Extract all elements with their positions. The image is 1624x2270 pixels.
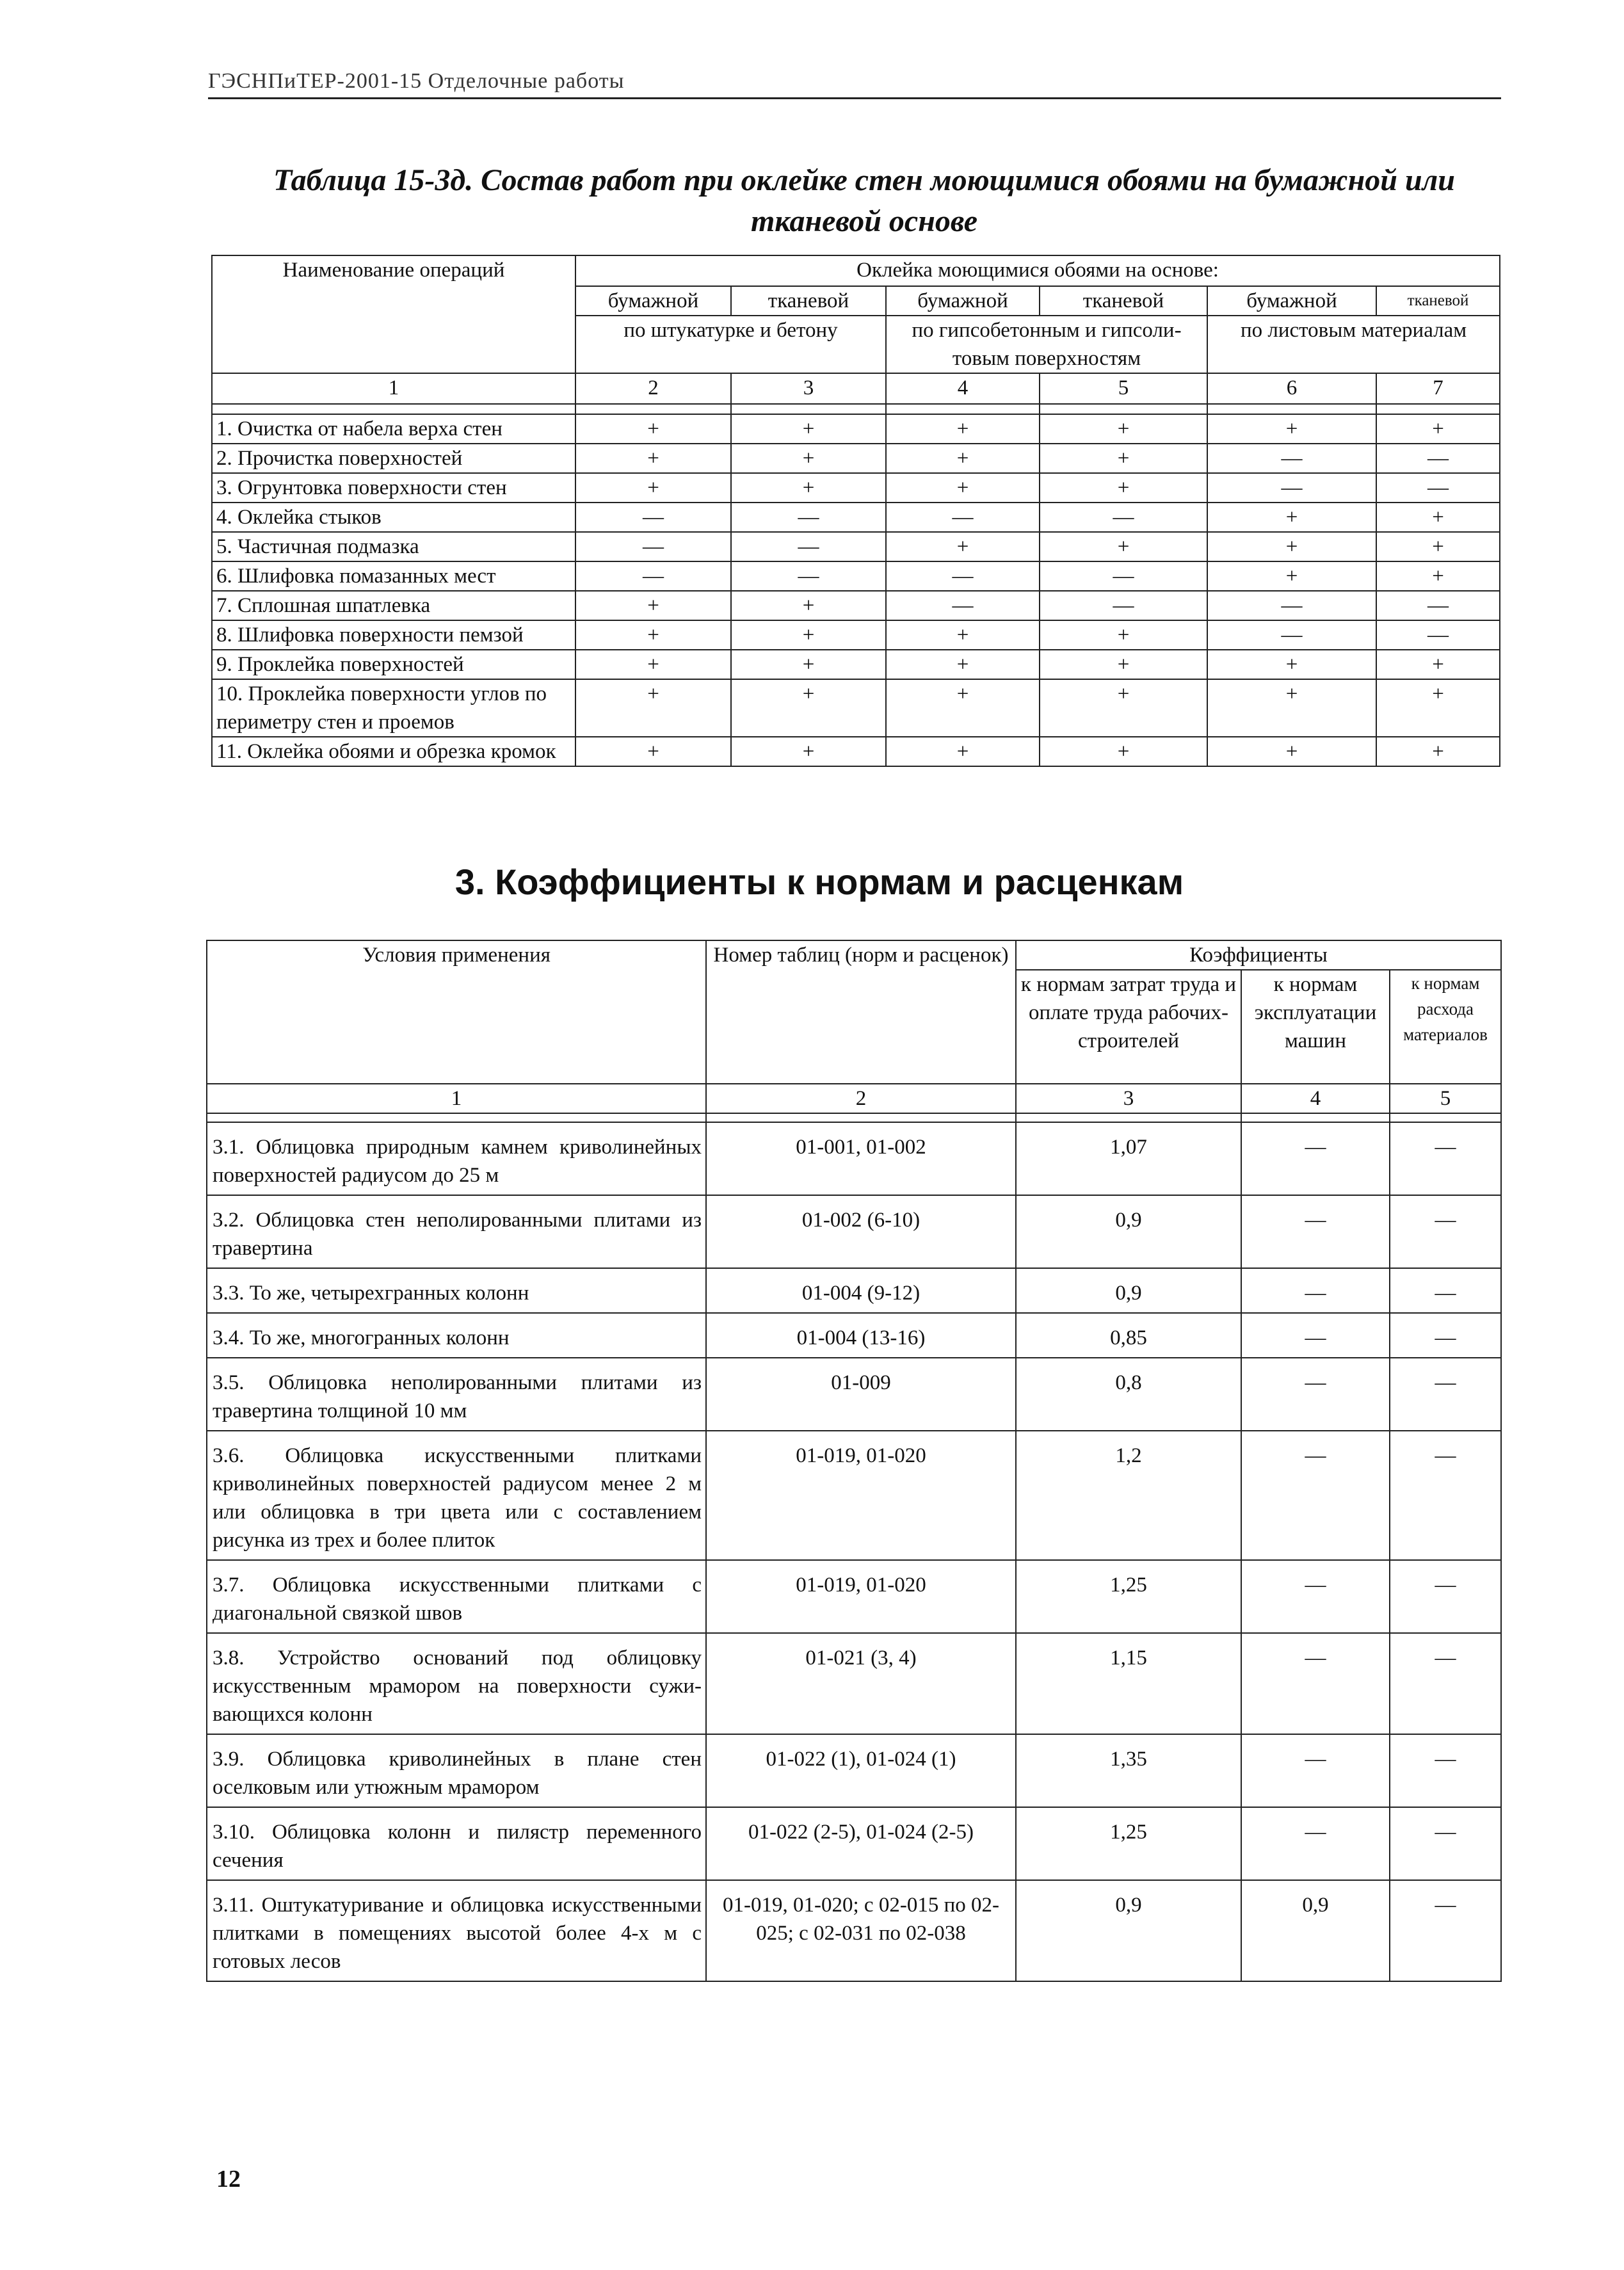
column-number: 5 <box>1390 1084 1501 1113</box>
table-row <box>212 591 1500 620</box>
mark: + <box>575 444 731 473</box>
mark: — <box>575 561 731 591</box>
column-number: 3 <box>1016 1084 1241 1113</box>
operation-name: 4. Оклейка стыков <box>212 503 575 532</box>
table-row <box>207 1880 1501 1981</box>
mark: + <box>1376 532 1500 561</box>
table-caption-line1: Таблица 15-3д. Состав работ при оклейке стен моющимися обоями на бумажной или <box>273 163 1455 197</box>
table-numbers: 01-004 (13-16) <box>706 1313 1016 1358</box>
head-surface: по листовым материалам <box>1207 316 1500 373</box>
table-row <box>212 444 1500 473</box>
condition-text: 3.9. Облицовка криволинейных в плане стен оселковым или утюжным мрамором <box>207 1734 706 1807</box>
labor-coefficient: 1,2 <box>1016 1431 1241 1560</box>
mark: + <box>1040 532 1207 561</box>
machines-coefficient: — <box>1241 1633 1390 1734</box>
materials-coefficient: — <box>1390 1268 1501 1313</box>
mark: — <box>1040 503 1207 532</box>
mark: — <box>1376 444 1500 473</box>
mark: + <box>886 473 1040 503</box>
mark: + <box>1207 650 1376 679</box>
mark: — <box>886 561 1040 591</box>
table-row <box>207 1431 1501 1560</box>
condition-text: 3.11. Оштукатуривание и облицовка искусственными плитками в помещениях высотой более 4-х м с готовых лесов <box>207 1880 706 1981</box>
condition-text: 3.10. Облицовка колонн и пилястр переменного сечения <box>207 1807 706 1880</box>
operation-name: 3. Огрунтовка поверхности стен <box>212 473 575 503</box>
table-numbers: 01-001, 01-002 <box>706 1122 1016 1195</box>
operation-name: 10. Проклейка поверхности углов по периметру стен и проемов <box>212 679 575 737</box>
mark: + <box>575 414 731 444</box>
mark: + <box>731 620 886 650</box>
materials-coefficient: — <box>1390 1195 1501 1268</box>
mark: — <box>886 503 1040 532</box>
materials-coefficient: — <box>1390 1358 1501 1431</box>
mark: — <box>1207 473 1376 503</box>
mark: + <box>1207 737 1376 766</box>
coefficients-table <box>206 940 1502 1982</box>
head-table-numbers: Номер таблиц (норм и расценок) <box>706 940 1016 1084</box>
mark: + <box>886 532 1040 561</box>
table-caption <box>211 160 1517 242</box>
mark: + <box>886 444 1040 473</box>
head-labor: к нормам затрат труда и оплате труда рабочих-строителей <box>1016 970 1241 1084</box>
table-row <box>212 414 1500 444</box>
table-numbers: 01-009 <box>706 1358 1016 1431</box>
materials-coefficient: — <box>1390 1880 1501 1981</box>
labor-coefficient: 0,8 <box>1016 1358 1241 1431</box>
table-numbers: 01-019, 01-020; с 02-015 по 02-025; с 02-031 по 02-038 <box>706 1880 1016 1981</box>
condition-text: 3.8. Устройство оснований под облицовку искусственным мрамором на поверхности сужи-вающихся колонн <box>207 1633 706 1734</box>
mark: + <box>1040 737 1207 766</box>
column-number: 2 <box>706 1084 1016 1113</box>
mark: + <box>1207 503 1376 532</box>
operation-name: 9. Проклейка поверхностей <box>212 650 575 679</box>
head-machines: к нормам эксплуатации машин <box>1241 970 1390 1084</box>
mark: + <box>1207 679 1376 737</box>
page-header: ГЭСНПиТЕР-2001-15 Отделочные работы <box>208 69 1501 99</box>
mark: + <box>1040 473 1207 503</box>
operation-name: 6. Шлифовка помазанных мест <box>212 561 575 591</box>
table-row <box>207 1807 1501 1880</box>
operation-name: 7. Сплошная шпатлевка <box>212 591 575 620</box>
materials-coefficient: — <box>1390 1431 1501 1560</box>
machines-coefficient: — <box>1241 1195 1390 1268</box>
mark: — <box>1207 444 1376 473</box>
mark: + <box>575 473 731 503</box>
mark: + <box>1040 650 1207 679</box>
head-base-type: бумажной <box>886 286 1040 316</box>
table-row <box>212 473 1500 503</box>
section-title: 3. Коэффициенты к нормам и расценкам <box>454 862 1184 902</box>
materials-coefficient: — <box>1390 1560 1501 1633</box>
mark: + <box>731 650 886 679</box>
mark: — <box>575 532 731 561</box>
mark: — <box>731 503 886 532</box>
machines-coefficient: — <box>1241 1560 1390 1633</box>
table-numbers: 01-019, 01-020 <box>706 1560 1016 1633</box>
head-base-type: тканевой <box>1376 286 1500 316</box>
materials-coefficient: — <box>1390 1633 1501 1734</box>
materials-coefficient: — <box>1390 1734 1501 1807</box>
operation-name: 1. Очистка от набела верха стен <box>212 414 575 444</box>
mark: + <box>1040 620 1207 650</box>
mark: — <box>886 591 1040 620</box>
mark: + <box>575 650 731 679</box>
mark: + <box>886 650 1040 679</box>
table-numbers: 01-022 (1), 01-024 (1) <box>706 1734 1016 1807</box>
condition-text: 3.3. То же, четырехгранных колонн <box>207 1268 706 1313</box>
head-surface: по штукатурке и бетону <box>575 316 886 373</box>
mark: + <box>1207 414 1376 444</box>
mark: + <box>1376 737 1500 766</box>
mark: + <box>886 679 1040 737</box>
labor-coefficient: 0,9 <box>1016 1195 1241 1268</box>
head-materials: к нормам расхода материалов <box>1390 970 1501 1084</box>
mark: + <box>731 591 886 620</box>
head-base-type: бумажной <box>575 286 731 316</box>
machines-coefficient: — <box>1241 1268 1390 1313</box>
mark: — <box>731 561 886 591</box>
mark: + <box>575 679 731 737</box>
mark: — <box>1040 561 1207 591</box>
mark: — <box>1376 620 1500 650</box>
table-numbers: 01-002 (6-10) <box>706 1195 1016 1268</box>
head-surface: по гипсобетонным и гипсоли-товым поверхностям <box>886 316 1207 373</box>
column-number: 1 <box>212 373 575 404</box>
column-number: 5 <box>1040 373 1207 404</box>
table-numbers: 01-022 (2-5), 01-024 (2-5) <box>706 1807 1016 1880</box>
materials-coefficient: — <box>1390 1122 1501 1195</box>
page-number: 12 <box>216 2166 241 2193</box>
table-row <box>207 1560 1501 1633</box>
mark: — <box>1040 591 1207 620</box>
condition-text: 3.7. Облицовка искусственными плитками с диагональной связкой швов <box>207 1560 706 1633</box>
column-number: 2 <box>575 373 731 404</box>
condition-text: 3.1. Облицовка природным камнем криволинейных поверхностей радиусом до 25 м <box>207 1122 706 1195</box>
table-row <box>207 1633 1501 1734</box>
operation-name: 8. Шлифовка поверхности пемзой <box>212 620 575 650</box>
machines-coefficient: — <box>1241 1122 1390 1195</box>
mark: + <box>886 737 1040 766</box>
column-number: 4 <box>1241 1084 1390 1113</box>
column-number: 4 <box>886 373 1040 404</box>
column-number: 1 <box>207 1084 706 1113</box>
head-wallpaper-group: Оклейка моющимися обоями на основе: <box>575 255 1500 286</box>
mark: + <box>575 591 731 620</box>
mark: + <box>575 620 731 650</box>
mark: — <box>575 503 731 532</box>
labor-coefficient: 1,07 <box>1016 1122 1241 1195</box>
mark: + <box>731 414 886 444</box>
operation-name: 5. Частичная подмазка <box>212 532 575 561</box>
mark: + <box>886 620 1040 650</box>
mark: — <box>1207 591 1376 620</box>
column-number: 3 <box>731 373 886 404</box>
machines-coefficient: — <box>1241 1807 1390 1880</box>
mark: + <box>731 473 886 503</box>
machines-coefficient: — <box>1241 1358 1390 1431</box>
column-number: 6 <box>1207 373 1376 404</box>
mark: + <box>1376 503 1500 532</box>
labor-coefficient: 0,9 <box>1016 1268 1241 1313</box>
head-base-type: бумажной <box>1207 286 1376 316</box>
mark: + <box>575 737 731 766</box>
table-row <box>212 650 1500 679</box>
mark: + <box>731 444 886 473</box>
mark: + <box>1040 414 1207 444</box>
condition-text: 3.2. Облицовка стен неполированными плитами из травертина <box>207 1195 706 1268</box>
mark: + <box>1040 679 1207 737</box>
labor-coefficient: 1,25 <box>1016 1560 1241 1633</box>
table-numbers: 01-004 (9-12) <box>706 1268 1016 1313</box>
machines-coefficient: — <box>1241 1313 1390 1358</box>
head-operations: Наименование операций <box>212 255 575 373</box>
table-numbers: 01-019, 01-020 <box>706 1431 1016 1560</box>
table-row <box>207 1358 1501 1431</box>
table-row <box>212 679 1500 737</box>
labor-coefficient: 0,85 <box>1016 1313 1241 1358</box>
head-base-type: тканевой <box>1040 286 1207 316</box>
operation-name: 11. Оклейка обоями и обрезка кромок <box>212 737 575 766</box>
machines-coefficient: — <box>1241 1734 1390 1807</box>
condition-text: 3.5. Облицовка неполированными плитами из травертина толщиной 10 мм <box>207 1358 706 1431</box>
condition-text: 3.4. То же, многогранных колонн <box>207 1313 706 1358</box>
mark: + <box>1376 561 1500 591</box>
mark: + <box>1376 679 1500 737</box>
table-row <box>212 561 1500 591</box>
mark: + <box>1040 444 1207 473</box>
table-row <box>207 1268 1501 1313</box>
table-row <box>207 1195 1501 1268</box>
table-caption-line2: тканевой основе <box>750 204 978 238</box>
table-row <box>207 1122 1501 1195</box>
table-numbers: 01-021 (3, 4) <box>706 1633 1016 1734</box>
table-row <box>212 532 1500 561</box>
mark: — <box>1207 620 1376 650</box>
mark: + <box>1207 561 1376 591</box>
column-number: 7 <box>1376 373 1500 404</box>
operation-name: 2. Прочистка поверхностей <box>212 444 575 473</box>
mark: + <box>1376 650 1500 679</box>
machines-coefficient: — <box>1241 1431 1390 1560</box>
table-row <box>212 503 1500 532</box>
labor-coefficient: 1,35 <box>1016 1734 1241 1807</box>
mark: + <box>731 679 886 737</box>
table-row <box>207 1734 1501 1807</box>
machines-coefficient: 0,9 <box>1241 1880 1390 1981</box>
labor-coefficient: 0,9 <box>1016 1880 1241 1981</box>
mark: + <box>886 414 1040 444</box>
materials-coefficient: — <box>1390 1807 1501 1880</box>
head-coefficients: Коэффициенты <box>1016 940 1501 970</box>
table-row <box>207 1313 1501 1358</box>
head-base-type: тканевой <box>731 286 886 316</box>
labor-coefficient: 1,15 <box>1016 1633 1241 1734</box>
table-row <box>212 620 1500 650</box>
mark: + <box>1207 532 1376 561</box>
mark: — <box>1376 473 1500 503</box>
mark: — <box>1376 591 1500 620</box>
materials-coefficient: — <box>1390 1313 1501 1358</box>
work-composition-table <box>211 255 1500 767</box>
head-conditions: Условия применения <box>207 940 706 1084</box>
labor-coefficient: 1,25 <box>1016 1807 1241 1880</box>
condition-text: 3.6. Облицовка искусственными плитками криволинейных поверхностей радиусом менее 2 м или облицовка в три цвета или с составлением рисунка из трех и более плиток <box>207 1431 706 1560</box>
table-row <box>212 737 1500 766</box>
mark: + <box>1376 414 1500 444</box>
mark: — <box>731 532 886 561</box>
mark: + <box>731 737 886 766</box>
